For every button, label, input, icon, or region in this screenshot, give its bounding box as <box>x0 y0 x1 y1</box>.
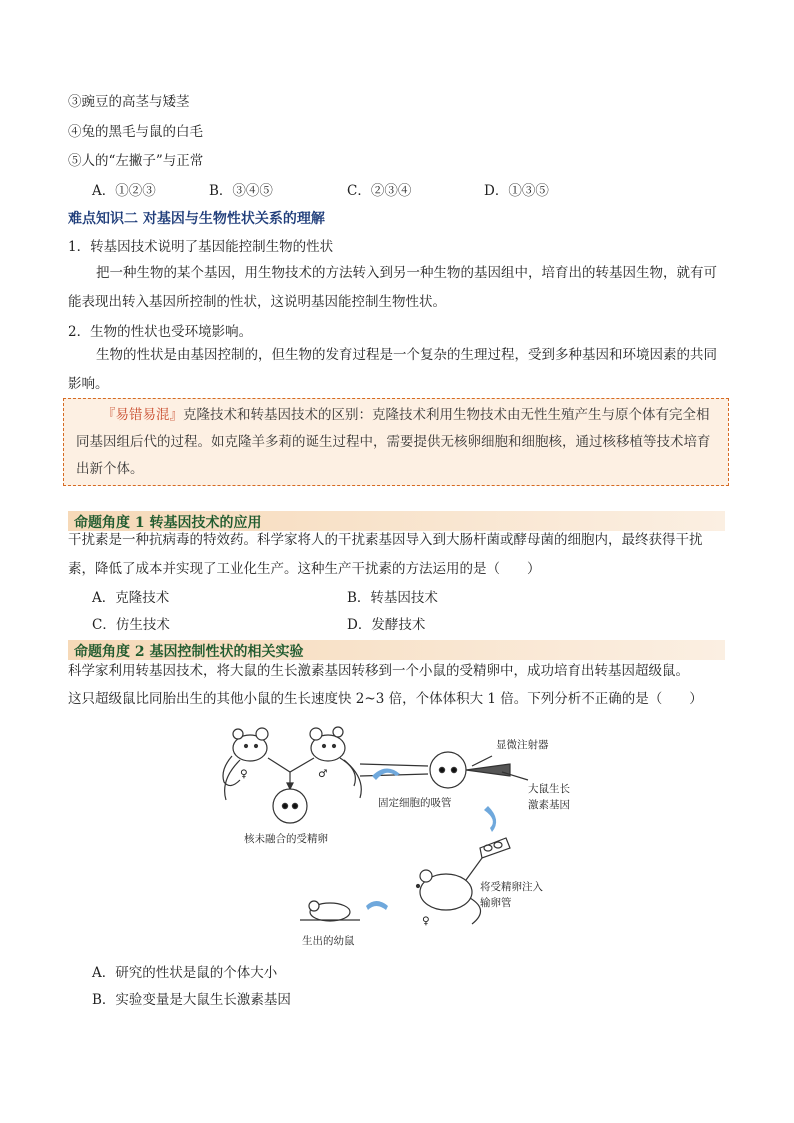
q1-option-a[interactable]: A．①②③ <box>92 183 156 199</box>
angle2-option-b[interactable]: B．实验变量是大鼠生长激素基因 <box>92 992 291 1008</box>
angle2-option-a[interactable]: A．研究的性状是鼠的个体大小 <box>92 965 278 981</box>
angle1-option-c[interactable]: C．仿生技术 <box>92 617 170 633</box>
label-holding-pipette: 固定细胞的吸管 <box>378 797 452 809</box>
label-fertilized-egg: 核未融合的受精卵 <box>244 833 328 845</box>
angle2-band <box>68 640 725 660</box>
point2-title: 2．生物的性状也受环境影响。 <box>68 324 253 340</box>
female-symbol-2: ♀ <box>422 915 430 927</box>
arrow-1 <box>372 768 400 780</box>
section-title: 难点知识二 对基因与生物性状关系的理解 <box>68 211 325 227</box>
arrow-2 <box>484 806 496 832</box>
female-symbol: ♀ <box>240 768 248 780</box>
angle1-option-a[interactable]: A．克隆技术 <box>92 590 170 606</box>
list-item-3: ③豌豆的高茎与矮茎 <box>68 94 190 110</box>
tip-text <box>76 402 720 483</box>
point1-title: 1．转基因技术说明了基因能控制生物的性状 <box>68 239 334 255</box>
point2-body: 生物的性状是由基因控制的，但生物的发育过程是一个复杂的生理过程，受到多种基因和环境因素的共同影响。 <box>68 347 717 392</box>
injection-syringe-illustration <box>466 838 510 880</box>
angle2-stem-line1: 科学家利用转基因技术，将大鼠的生长激素基因转移到一个小鼠的受精卵中，成功培育出转基因超级鼠。 <box>68 663 689 679</box>
list-item-5: ⑤人的“左撇子”与正常 <box>68 153 204 169</box>
list-item-4: ④兔的黑毛与鼠的白毛 <box>68 124 203 140</box>
baby-mouse-illustration <box>300 901 360 921</box>
label-gene-line2: 激素基因 <box>528 799 570 811</box>
tip-tag: 『易错易混』 <box>102 407 183 423</box>
tip-box <box>63 398 729 486</box>
label-inject-line2: 输卵管 <box>480 897 512 909</box>
female-mouse-illustration <box>223 728 268 800</box>
q1-options <box>0 179 794 199</box>
angle1-stem: 干扰素是一种抗病毒的特效药。科学家将人的干扰素基因导入到大肠杆菌或酵母菌的细胞内，最终获得干扰素，降低了成本并实现了工业化生产。这种生产干扰素的方法运用的是（ ） <box>68 532 703 577</box>
angle1-option-d[interactable]: D．发酵技术 <box>347 617 426 633</box>
point1-body: 把一种生物的某个基因，用生物技术的方法转入到另一种生物的基因组中，培育出的转基因生物，就有可能表现出转入基因所控制的性状，这说明基因能控制生物性状。 <box>68 265 717 310</box>
male-symbol: ♂ <box>318 768 328 780</box>
injected-egg-illustration <box>430 752 466 788</box>
label-baby-mouse: 生出的幼鼠 <box>302 935 355 947</box>
label-inject-line1: 将受精卵注入 <box>480 881 543 893</box>
label-microinjector: 显微注射器 <box>496 739 549 751</box>
angle1-option-b[interactable]: B．转基因技术 <box>347 590 438 606</box>
angle1-options <box>0 586 794 636</box>
male-mouse-illustration <box>310 727 361 798</box>
fertilized-egg-illustration <box>273 789 307 823</box>
angle1-title: 命题角度 1 转基因技术的应用 <box>74 515 262 531</box>
q1-option-b[interactable]: B．③④⑤ <box>209 183 273 199</box>
angle2-stem-line2: 这只超级鼠比同胎出生的其他小鼠的生长速度快 2~3 倍，个体体积大 1 倍。下列分析不正确的是（ ） <box>68 691 703 707</box>
angle2-title: 命题角度 2 基因控制性状的相关实验 <box>74 644 304 660</box>
label-gene-line1: 大鼠生长 <box>528 783 570 795</box>
q1-option-c[interactable]: C．②③④ <box>347 183 412 199</box>
transgenic-mouse-diagram <box>210 720 590 950</box>
q1-option-d[interactable]: D．①③⑤ <box>484 183 549 199</box>
arrow-3 <box>366 901 388 910</box>
tip-body: 克隆技术和转基因技术的区别：克隆技术利用生物技术由无性生殖产生与原个体有完全相同基因组后代的过程。如克隆羊多莉的诞生过程中，需要提供无核卵细胞和细胞核，通过核移植等技术培育出新个体。 <box>76 407 711 477</box>
